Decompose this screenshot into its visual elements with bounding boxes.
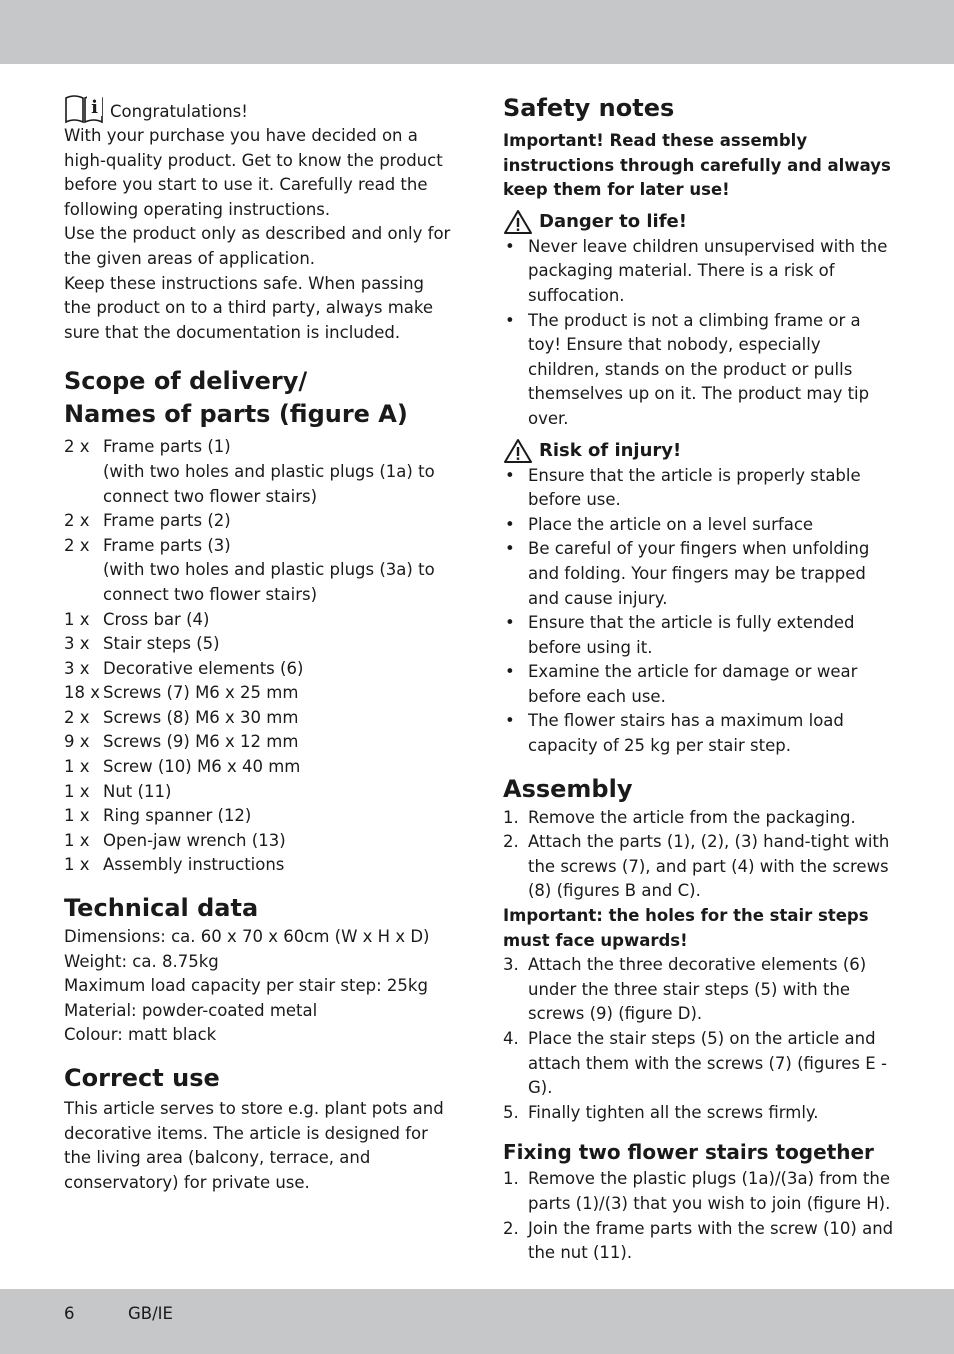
step-number: 2.	[503, 832, 519, 852]
safety-title: Safety notes	[503, 94, 675, 122]
parts-list-item	[64, 509, 454, 534]
technical-line: Weight: ca. 8.75kg	[64, 951, 219, 971]
danger-heading	[503, 209, 895, 235]
warning-triangle-icon	[503, 209, 533, 235]
part-text: (with two holes and plastic plugs (1a) to connect two flower stairs)	[103, 461, 435, 506]
part-qty	[64, 460, 103, 509]
danger-item: • The product is not a climbing frame or a toy! Ensure that nobody, especially children, stands on the product or pulls themselves up on it. The product may tip over.	[503, 309, 895, 432]
part-qty: 1 x	[64, 757, 90, 777]
injury-item-text: Ensure that the article is fully extended before using it.	[528, 613, 855, 657]
parts-list-item	[64, 829, 454, 854]
step-text: Place the stair steps (5) on the article and attach them with the screws (7) (figures E - G).	[528, 1029, 887, 1098]
part-qty: 2 x	[64, 707, 90, 727]
part-text: Frame parts (2)	[103, 511, 231, 531]
assembly-step	[503, 1027, 895, 1101]
injury-heading	[503, 438, 895, 464]
svg-text:i: i	[91, 97, 98, 118]
scope-title-line1: Scope of delivery/	[64, 367, 308, 396]
part-qty: 1 x	[64, 855, 90, 875]
part-qty	[64, 558, 103, 607]
parts-list-item	[64, 657, 454, 682]
intro-heading: Congratulations!	[110, 102, 248, 121]
injury-item-text: Place the article on a level surface	[528, 514, 814, 534]
part-text: Stair steps (5)	[103, 634, 220, 654]
parts-list-item	[64, 853, 454, 878]
part-text: Screw (10) M6 x 40 mm	[103, 757, 301, 777]
fixing-step	[503, 1217, 895, 1266]
part-text: Screws (8) M6 x 30 mm	[103, 707, 299, 727]
step-text: Remove the plastic plugs (1a)/(3a) from the parts (1)/(3) that you wish to join (figure H).	[528, 1169, 891, 1213]
parts-list-item	[64, 730, 454, 755]
scope-title	[64, 365, 454, 431]
injury-item: • Place the article on a level surface	[503, 513, 895, 538]
fixing-step	[503, 1167, 895, 1216]
intro-heading-row	[64, 92, 454, 124]
parts-list-item	[64, 608, 454, 633]
part-text: Decorative elements (6)	[103, 658, 304, 678]
scope-title-line2: Names of parts (figure A)	[64, 400, 408, 429]
part-qty: 1 x	[64, 830, 90, 850]
step-text: Attach the three decorative elements (6) under the three stair steps (5) with the screws (9) (figure D).	[528, 955, 867, 1024]
page-number: 6	[64, 1304, 75, 1323]
parts-list	[64, 435, 454, 878]
page-language: GB/IE	[128, 1304, 173, 1323]
step-number: 2.	[503, 1218, 519, 1238]
parts-list-item	[64, 435, 454, 460]
danger-title: Danger to life!	[539, 210, 687, 232]
technical-title: Technical data	[64, 894, 259, 923]
intro-paragraph: Use the product only as described and only for the given areas of application.	[64, 224, 451, 268]
step-number: 3.	[503, 955, 519, 975]
assembly-steps-b	[503, 953, 895, 1125]
correct-use-title: Correct use	[64, 1064, 220, 1092]
intro-paragraph: With your purchase you have decided on a high-quality product. Get to know the product before you start to use it. Carefully read the following operating instructions.	[64, 126, 443, 219]
fixing-title: Fixing two flower stairs together	[503, 1140, 874, 1165]
part-text: (with two holes and plastic plugs (3a) to connect two flower stairs)	[103, 560, 435, 604]
assembly-important: Important: the holes for the stair steps must face upwards!	[503, 906, 869, 950]
parts-list-item	[64, 460, 454, 509]
info-book-icon	[64, 92, 104, 124]
step-number: 1.	[503, 1169, 519, 1189]
safety-important: Important! Read these assembly instructions through carefully and always keep them for later use!	[503, 131, 891, 200]
part-text: Cross bar (4)	[103, 609, 210, 629]
part-qty: 2 x	[64, 511, 90, 531]
part-qty: 2 x	[64, 437, 90, 457]
parts-list-item	[64, 804, 454, 829]
part-qty: 3 x	[64, 634, 90, 654]
header-band	[0, 0, 954, 64]
technical-line: Colour: matt black	[64, 1025, 217, 1045]
part-qty: 18 x	[64, 683, 101, 703]
danger-list	[503, 235, 895, 432]
danger-item-text: The product is not a climbing frame or a toy! Ensure that nobody, especially children, stands on the product or pulls themselves up on it. The product may tip over.	[528, 310, 870, 428]
technical-line: Maximum load capacity per stair step: 25kg	[64, 976, 428, 996]
part-qty: 3 x	[64, 658, 90, 678]
injury-item: • Be careful of your fingers when unfolding and folding. Your fingers may be trapped and cause injury.	[503, 537, 895, 611]
step-text: Finally tighten all the screws firmly.	[528, 1102, 819, 1122]
injury-item-text: The flower stairs has a maximum load capacity of 25 kg per stair step.	[528, 711, 844, 756]
step-number: 1.	[503, 807, 519, 827]
injury-item-text: Be careful of your fingers when unfolding and folding. Your fingers may be trapped and cause injury.	[528, 539, 870, 608]
part-qty: 1 x	[64, 781, 90, 801]
part-text: Nut (11)	[103, 781, 172, 801]
parts-list-item	[64, 632, 454, 657]
injury-item: • Ensure that the article is fully extended before using it.	[503, 611, 895, 660]
injury-title: Risk of injury!	[539, 439, 682, 461]
injury-list	[503, 464, 895, 759]
injury-item: • The flower stairs has a maximum load capacity of 25 kg per stair step.	[503, 709, 895, 758]
assembly-step	[503, 806, 895, 831]
assembly-title: Assembly	[503, 774, 633, 803]
parts-list-item	[64, 558, 454, 607]
assembly-step	[503, 953, 895, 1027]
technical-line: Material: powder-coated metal	[64, 1000, 318, 1020]
step-number: 4.	[503, 1029, 519, 1048]
warning-triangle-icon	[503, 438, 533, 464]
danger-item: • Never leave children unsupervised with the packaging material. There is a risk of suffocation.	[503, 235, 895, 309]
right-column	[503, 92, 895, 1266]
injury-item-text: Ensure that the article is properly stable before use.	[528, 465, 861, 510]
left-column	[64, 92, 454, 1195]
part-qty: 2 x	[64, 535, 90, 555]
parts-list-item	[64, 755, 454, 780]
step-text: Remove the article from the packaging.	[528, 807, 856, 827]
danger-item-text: Never leave children unsupervised with the packaging material. There is a risk of suffocation.	[528, 236, 888, 305]
parts-list-item	[64, 534, 454, 559]
step-number: 5.	[503, 1102, 519, 1122]
part-qty: 1 x	[64, 609, 90, 629]
correct-use-text: This article serves to store e.g. plant pots and decorative items. The article is designed for the living area (balcony, terrace, and conservatory) for private use.	[64, 1099, 444, 1192]
injury-item: • Ensure that the article is properly stable before use.	[503, 464, 895, 513]
part-qty: 1 x	[64, 806, 90, 826]
injury-item: • Examine the article for damage or wear before each use.	[503, 660, 895, 709]
part-text: Frame parts (1)	[103, 437, 231, 457]
step-text: Join the frame parts with the screw (10) and the nut (11).	[528, 1218, 894, 1263]
parts-list-item	[64, 780, 454, 805]
assembly-step	[503, 1101, 895, 1126]
part-text: Open-jaw wrench (13)	[103, 830, 286, 850]
step-text: Attach the parts (1), (2), (3) hand-tight with the screws (7), and part (4) with the screws (8) (figures B and C).	[528, 832, 890, 901]
injury-item-text: Examine the article for damage or wear before each use.	[528, 662, 858, 706]
technical-line: Dimensions: ca. 60 x 70 x 60cm (W x H x D)	[64, 927, 430, 947]
part-text: Screws (9) M6 x 12 mm	[103, 732, 299, 752]
part-text: Assembly instructions	[103, 855, 285, 875]
parts-list-item	[64, 681, 454, 706]
assembly-step	[503, 830, 895, 904]
intro-paragraph: Keep these instructions safe. When passing the product on to a third party, always make sure that the documentation is included.	[64, 273, 434, 342]
part-text: Frame parts (3)	[103, 535, 231, 555]
fixing-steps	[503, 1167, 895, 1265]
part-qty: 9 x	[64, 732, 90, 752]
part-text: Ring spanner (12)	[103, 806, 252, 826]
part-text: Screws (7) M6 x 25 mm	[103, 683, 299, 703]
parts-list-item	[64, 706, 454, 731]
assembly-steps-a	[503, 806, 895, 904]
